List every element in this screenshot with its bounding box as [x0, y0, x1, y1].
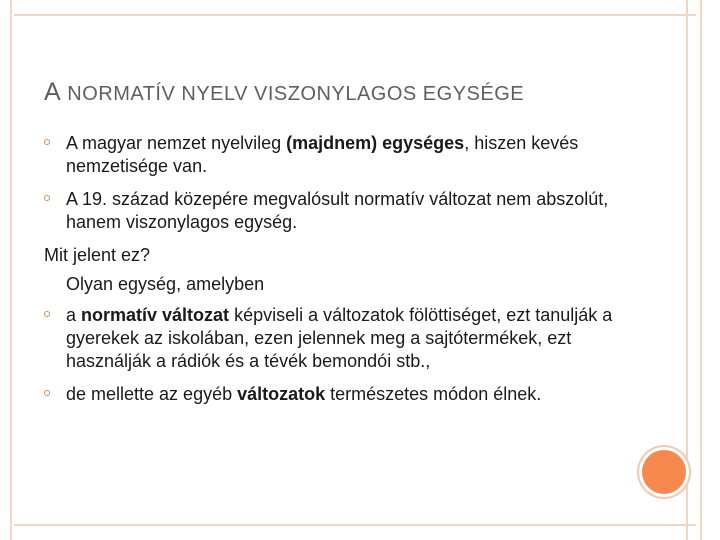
bullet-4-text-before: de mellette az egyéb — [66, 384, 238, 404]
frame-bottom-line — [14, 524, 696, 526]
bullet-1-text-before: A magyar nemzet nyelvileg — [66, 133, 287, 153]
frame-top-line — [14, 14, 696, 16]
bullet-item-4 — [44, 383, 624, 406]
bullet-circle-icon — [44, 311, 50, 317]
frame-right-line — [686, 0, 688, 540]
bullet-3-text-after: képviseli a változatok fölöttiséget, ezt tanulják a gyerekek az iskolában, ezen jelennek meg a sajtótermékek, ezt használják a rádiók és a tévék bemondói stb., — [66, 305, 613, 371]
title-rest: NORMATÍV NYELV VISZONYLAGOS EGYSÉGE — [61, 83, 525, 105]
bullet-item-2 — [44, 188, 624, 234]
slide-title — [44, 78, 524, 107]
bullet-3-text-bold: normatív változat — [81, 305, 230, 325]
question-text: Mit jelent ez? — [44, 245, 151, 265]
bullet-circle-icon — [44, 139, 50, 145]
bullet-2-text: A 19. század közepére megvalósult normatív változat nem abszolút, hanem viszonylagos egység. — [66, 189, 609, 232]
bullet-3-text-before: a — [66, 305, 82, 325]
bullet-1-text-bold: (majdnem) egységes — [286, 133, 465, 153]
bullet-4-text-after: természetes módon élnek. — [325, 384, 542, 404]
bullet-1-text-after: , hiszen kevés nemzetisége van. — [66, 133, 579, 176]
title-initial: A — [44, 78, 62, 106]
bullet-circle-icon — [44, 390, 50, 396]
bullet-4-text-bold: változatok — [237, 384, 326, 404]
slide-body — [44, 132, 624, 416]
bullet-circle-icon — [44, 195, 50, 201]
decorative-circle-icon — [642, 450, 686, 494]
intro-text: Olyan egység, amelyben — [66, 274, 265, 294]
bullet-item-1 — [44, 132, 624, 178]
bullet-item-3 — [44, 304, 624, 373]
